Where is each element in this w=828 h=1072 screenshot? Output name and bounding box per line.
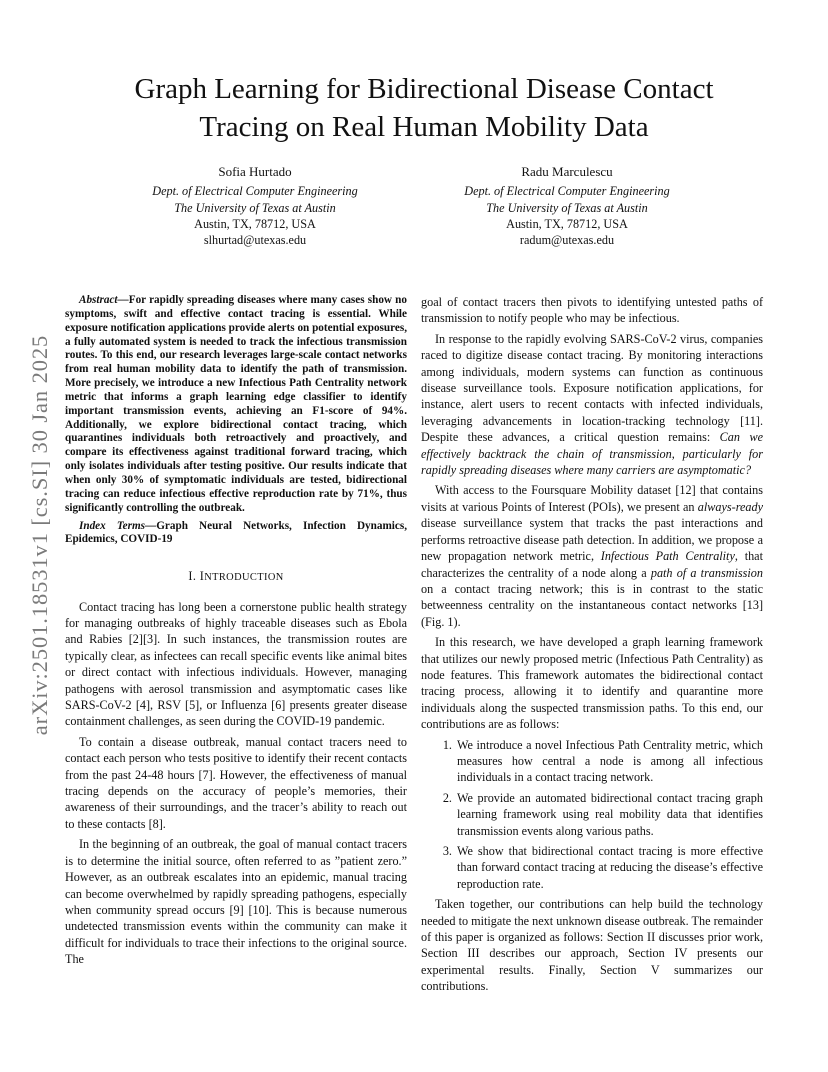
abstract-text: For rapidly spreading diseases where many cases show no symptoms, swift and effective contact tracing is essential. While exposure notification applications provide alerts on potential exposures, a fully automated system is needed to track the infectious transmission routes. To this end, our research leverages large-scale contact networks from real human mobility data to identify the path of transmission. More precisely, we introduce a new Infectious Path Centrality network metric that informs a graph learning edge classifier to identify important transmission events, achieving an F1-score of 94%. Additionally, we explore bidirectional contact tracing, which quarantines individuals both retroactively and proactively, and compare its effectiveness against traditional forward tracing, which only isolates individuals after testing positive. Our results indicate that when only 30% of symptomatic individuals are tested, bidirectional tracing can reduce infectious effective reproduction rate by 71%, thus significantly controlling the outbreak. xyxy=(65,294,407,514)
paragraph-text: With access to the Foursquare Mobility dataset [12] that contains visits at various Points of Interest (POIs), we present an xyxy=(421,483,763,514)
arxiv-identifier-text: arXiv:2501.18531v1 [cs.SI] 30 Jan 2025 xyxy=(27,334,52,736)
arxiv-identifier-stamp xyxy=(20,300,60,770)
left-column xyxy=(65,294,407,972)
contributions-list xyxy=(421,737,763,893)
title-line-1: Graph Learning for Bidirectional Disease Contact xyxy=(134,73,714,105)
author-name: Sofia Hurtado xyxy=(218,164,292,179)
author-email: slhurtad@utexas.edu xyxy=(203,233,307,248)
index-terms-label: Index Terms— xyxy=(79,519,157,532)
intro-paragraph-1: Contact tracing has long been a cornerstone public health strategy for managing outbreaks of highly traceable diseases such as Ebola and Rabies [2][3]. In such instances, the transmission routes are typically clear, as infectees can recall specific events like animal bites or direct contact with infectious individuals. However, managing pathogens with aerosol transmission and asymptomatic cases like SARS-CoV-2 [4], RSV [5], or Influenza [6] presents greater disease containment challenges, as seen during the COVID-19 pandemic. xyxy=(65,599,407,729)
paragraph-text: on a contact tracing network; this is in contrast to the static betweenness centrality on the instantaneous contact networks [13] (Fig. 1). xyxy=(421,581,763,629)
intro-paragraph-5 xyxy=(421,482,763,630)
abstract-label: Abstract— xyxy=(79,294,129,306)
right-column xyxy=(421,294,763,999)
title-line-2: Tracing on Real Human Mobility Data xyxy=(199,111,649,143)
author-email: radum@utexas.edu xyxy=(519,233,615,248)
paragraph-text: disease surveillance system that tracks the past interactions and performs retroactive disease path detection. In addition, we propose a new propagation network metric, xyxy=(421,516,763,564)
author-university: The University of Texas at Austin xyxy=(486,200,648,215)
research-question: Can we effectively backtrack the chain of transmission, particularly for rapidly spreading diseases where many carriers are asymptomatic? xyxy=(421,430,763,478)
list-item: 3. We show that bidirectional contact tracing is more effective than forward contact tracing at reducing the disease’s effective reproduction rate. xyxy=(455,843,763,892)
section-heading-introduction xyxy=(65,568,407,586)
author-block-2 xyxy=(417,164,717,248)
paper-title xyxy=(60,70,788,146)
index-terms-text: Graph Neural Networks, Infection Dynamics, Epidemics, COVID-19 xyxy=(65,519,407,546)
section-numeral: I. xyxy=(188,569,200,584)
emphasis-always-ready: always-ready xyxy=(697,499,763,514)
intro-paragraph-2: To contain a disease outbreak, manual contact tracers need to contact each person who tests positive to identify their recent contacts from the past 24-48 hours [7]. However, the effectiveness of manual tracing depends on the accuracy of people’s memories, their awareness of their surroundings, and the tracer’s ability to reach out to these contacts [8]. xyxy=(65,734,407,831)
intro-paragraph-6: In this research, we have developed a graph learning framework that utilizes our newly proposed metric (Infectious Path Centrality) as node features. This framework automates the bidirectional contact tracing process, allowing it to identify and quarantine more individuals along the suspected transmission paths. To this end, our contributions are as follows: xyxy=(421,635,763,732)
paragraph-text: , that characterizes the centrality of a node along a xyxy=(421,549,763,580)
author-location: Austin, TX, 78712, USA xyxy=(194,216,316,231)
emphasis-path-of-transmission: path of a transmission xyxy=(650,565,763,580)
author-name: Radu Marculescu xyxy=(521,164,613,179)
index-terms xyxy=(65,520,407,548)
emphasis-infectious-path-centrality: Infectious Path Centrality xyxy=(600,549,735,564)
section-title-rest: NTRODUCTION xyxy=(204,572,284,584)
author-department: Dept. of Electrical Computer Engineering xyxy=(464,184,670,199)
paragraph-text: In response to the rapidly evolving SARS-CoV-2 virus, companies raced to digitize disease contact tracing. By monitoring interactions among individuals, modern systems can function as continuous disease surveillance tools. Exposure notification applications, for instance, alert users to recent contacts with infected individuals, leveraging advancements in location-tracking technology [11]. Despite these advances, a critical question remains: xyxy=(421,331,763,445)
list-item: 2. We provide an automated bidirectional contact tracing graph learning framework using real mobility data that identifies transmission events along various paths. xyxy=(455,790,763,839)
list-item: 1. We introduce a novel Infectious Path Centrality metric, which measures how central a node is among all infectious individuals in a contact tracing network. xyxy=(455,737,763,786)
author-block-1 xyxy=(105,164,405,248)
intro-paragraph-4 xyxy=(421,331,763,479)
author-department: Dept. of Electrical Computer Engineering xyxy=(152,184,358,199)
author-university: The University of Texas at Austin xyxy=(174,200,336,215)
intro-paragraph-7: Taken together, our contributions can help build the technology needed to mitigate the next unknown disease outbreak. The remainder of this paper is organized as follows: Section II discusses prior work, Section III describes our approach, Section IV presents our experimental results. Finally, Section V summarizes our contributions. xyxy=(421,897,763,994)
intro-paragraph-continuation: goal of contact tracers then pivots to identifying untested paths of transmission to notify people who may be infectious. xyxy=(421,295,763,326)
author-location: Austin, TX, 78712, USA xyxy=(506,216,628,231)
abstract xyxy=(65,294,407,516)
intro-paragraph-3: In the beginning of an outbreak, the goal of manual contact tracers is to determine the initial source, often referred to as ”patient zero.” However, as an outbreak escalates into an epidemic, manual tracing can become overwhelmed by rapidly spreading pathogens, especially when community spread occurs [9] [10]. This is because numerous undetected transmission events within the community can make it difficult for individuals to trace their infections to the original source. The xyxy=(65,837,407,967)
section-initial: I xyxy=(199,569,205,584)
